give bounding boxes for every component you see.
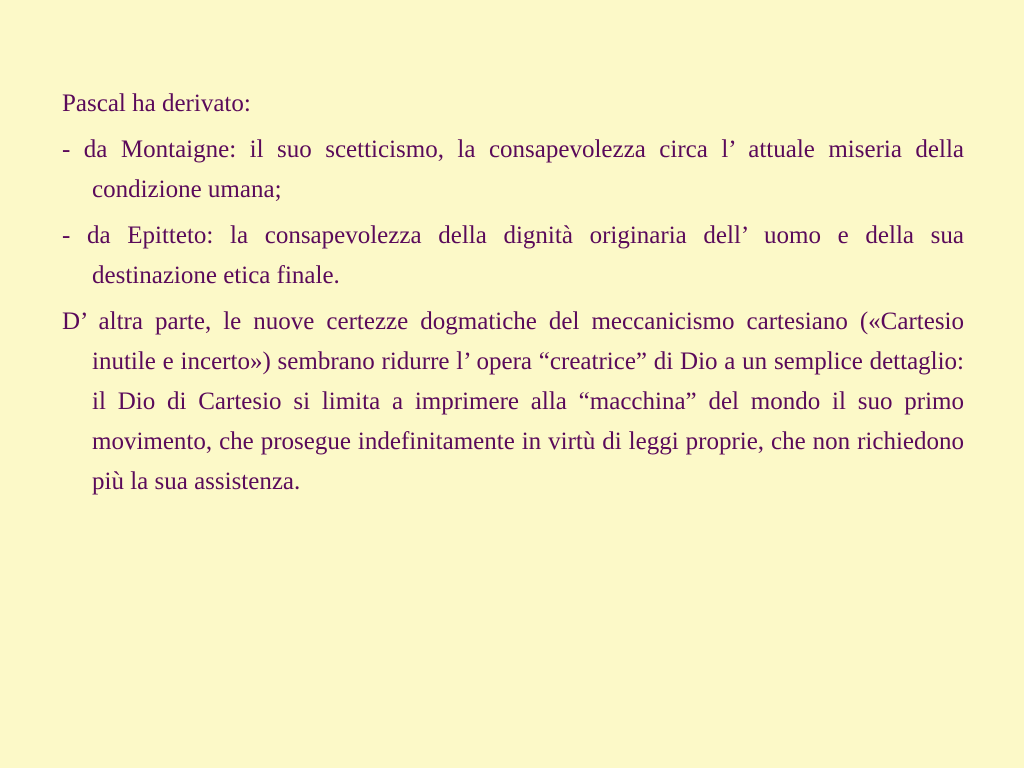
paragraph-epitteto: - da Epitteto: la consapevolezza della dignità originaria dell’ uomo e della sua destinazione etica finale. (62, 222, 964, 289)
paragraph-montaigne: - da Montaigne: il suo scetticismo, la consapevolezza circa l’ attuale miseria della condizione umana; (62, 136, 964, 203)
paragraph-cartesio: D’ altra parte, le nuove certezze dogmatiche del meccanicismo cartesiano («Cartesio inutile e incerto») sembrano ridurre l’ opera “creatrice” di Dio a un semplice dettaglio: il Dio di Cartesio si limita a imprimere alla “macchina” del mondo il suo primo movimento, che prosegue indefinitamente in virtù di leggi proprie, che non richiedono più la sua assistenza. (62, 308, 964, 495)
paragraph-intro: Pascal ha derivato: (62, 90, 251, 117)
slide-text-body (62, 84, 964, 508)
